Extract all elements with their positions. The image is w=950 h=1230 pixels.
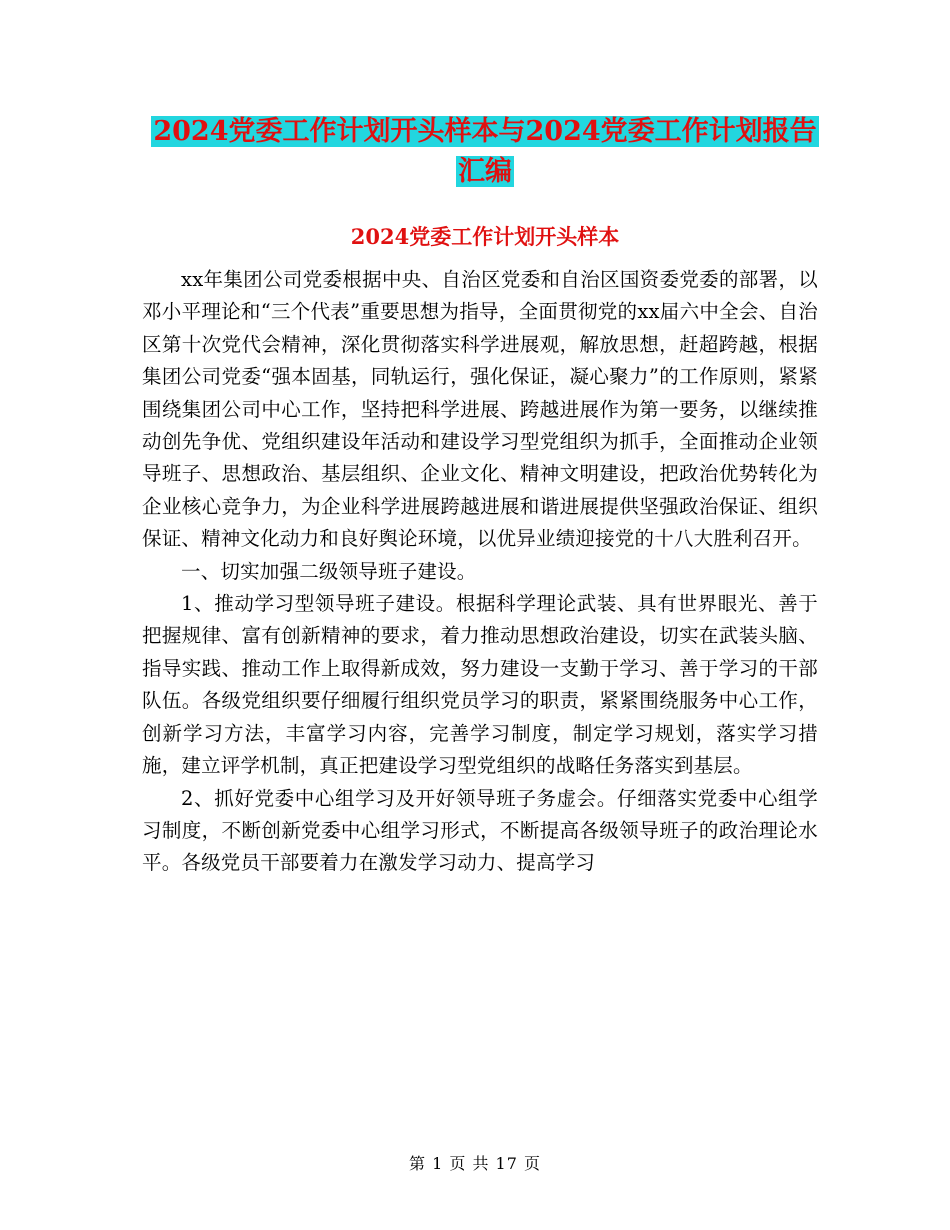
section-title: 2024党委工作计划开头样本 bbox=[350, 224, 620, 249]
paragraph-item-1: 1、推动学习型领导班子建设。根据科学理论武装、具有世界眼光、善于把握规律、富有创新精神的要求，着力推动思想政治建设，切实在武装头脑、指导实践、推动工作上取得新成效，努力建设一支勤于学习、善于学习的干部队伍。各级党组织要仔细履行组织党员学习的职责，紧紧围绕服务中心工作，创新学习方法，丰富学习内容，完善学习制度，制定学习规划，落实学习措施，建立评学机制，真正把建设学习型党组织的战略任务落实到基层。 bbox=[142, 592, 818, 778]
document-title bbox=[140, 112, 830, 192]
paragraph-item-2: 2、抓好党委中心组学习及开好领导班子务虚会。仔细落实党委中心组学习制度，不断创新党委中心组学习形式，不断提高各级领导班子的政治理论水平。各级党员干部要着力在激发学习动力、提高学习 bbox=[142, 786, 818, 875]
paragraph-intro: xx年集团公司党委根据中央、自治区党委和自治区国资委党委的部署，以邓小平理论和“三个代表”重要思想为指导，全面贯彻党的xx届六中全会、自治区第十次党代会精神，深化贯彻落实科学进展观，解放思想，赶超跨越，根据集团公司党委“强本固基，同轨运行，强化保证，凝心聚力”的工作原则，紧紧围绕集团公司中心工作，坚持把科学进展、跨越进展作为第一要务，以继续推动创先争优、党组织建设年活动和建设学习型党组织为抓手，全面推动企业领导班子、思想政治、基层组织、企业文化、精神文明建设，把政治优势转化为企业核心竞争力，为企业科学进展跨越进展和谐进展提供坚强政治保证、组织保证、精神文化动力和良好舆论环境，以优异业绩迎接党的十八大胜利召开。 bbox=[142, 268, 818, 551]
document-body bbox=[142, 264, 818, 880]
document-title-line-1: 2024党委工作计划开头样本与2024党委工作计划报告 bbox=[153, 116, 817, 147]
page-footer: 第 1 页 共 17 页 bbox=[409, 1154, 541, 1173]
document-title-line-2: 汇编 bbox=[458, 156, 512, 187]
paragraph-heading-1: 一、切实加强二级领导班子建设。 bbox=[181, 559, 477, 583]
